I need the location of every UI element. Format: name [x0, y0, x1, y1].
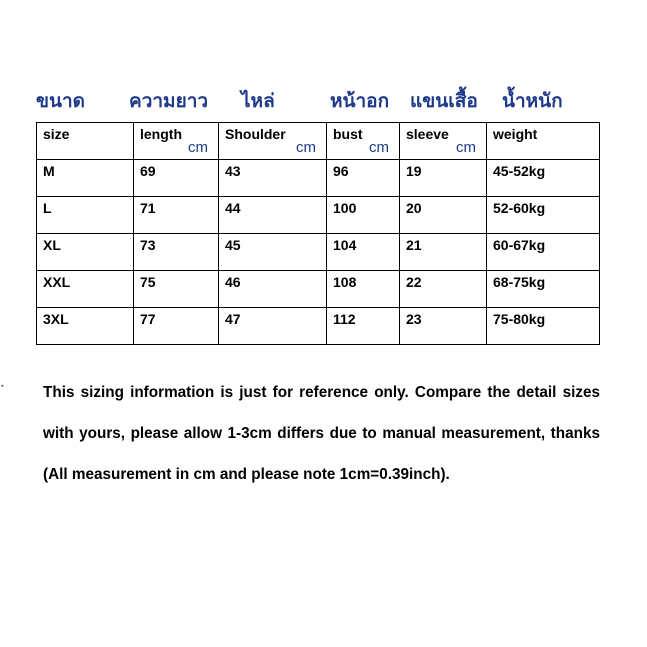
- thai-header-bust: หน้าอก: [330, 90, 390, 112]
- table-cell: 75-80kg: [487, 308, 600, 345]
- table-cell: 104: [327, 234, 400, 271]
- table-row: [37, 160, 600, 197]
- table-cell: 23: [400, 308, 487, 345]
- table-cell: 96: [327, 160, 400, 197]
- table-cell: 19: [400, 160, 487, 197]
- table-cell: 21: [400, 234, 487, 271]
- thai-header-row: [0, 86, 647, 118]
- header-bust: bust cm: [327, 123, 400, 160]
- table-cell: 20: [400, 197, 487, 234]
- table-row: [37, 308, 600, 345]
- table-cell: 69: [134, 160, 219, 197]
- header-sleeve: sleeve cm: [400, 123, 487, 160]
- thai-header-sleeve: แขนเสื้อ: [410, 90, 478, 112]
- thai-header-shoulder: ไหล่: [241, 90, 275, 112]
- table-cell: 45: [219, 234, 327, 271]
- table-cell: 43: [219, 160, 327, 197]
- unit-label: cm: [369, 139, 389, 156]
- unit-label: cm: [456, 139, 476, 156]
- table-row: [37, 271, 600, 308]
- table-cell: XXL: [37, 271, 134, 308]
- table-row: [37, 197, 600, 234]
- table-cell: 52-60kg: [487, 197, 600, 234]
- table-cell: 100: [327, 197, 400, 234]
- thai-header-weight: น้ำหนัก: [502, 90, 563, 112]
- table-cell: 71: [134, 197, 219, 234]
- table-cell: 75: [134, 271, 219, 308]
- table-cell: 47: [219, 308, 327, 345]
- table-cell: 73: [134, 234, 219, 271]
- thai-header-size: ขนาด: [36, 90, 85, 112]
- header-length: length cm: [134, 123, 219, 160]
- table-cell: 3XL: [37, 308, 134, 345]
- table-cell: 46: [219, 271, 327, 308]
- table-cell: 44: [219, 197, 327, 234]
- size-chart-table: [36, 122, 600, 345]
- table-cell: 22: [400, 271, 487, 308]
- header-shoulder: Shoulder cm: [219, 123, 327, 160]
- unit-label: cm: [296, 139, 316, 156]
- table-header-row: [37, 123, 600, 160]
- header-weight: weight: [487, 123, 600, 160]
- table-cell: XL: [37, 234, 134, 271]
- stray-dot: •: [0, 382, 5, 391]
- table-cell: 45-52kg: [487, 160, 600, 197]
- table-cell: 60-67kg: [487, 234, 600, 271]
- table-cell: M: [37, 160, 134, 197]
- thai-header-length: ความยาว: [129, 90, 209, 112]
- table-cell: 108: [327, 271, 400, 308]
- table-cell: 112: [327, 308, 400, 345]
- table-row: [37, 234, 600, 271]
- table-cell: 68-75kg: [487, 271, 600, 308]
- table-cell: 77: [134, 308, 219, 345]
- sizing-note: This sizing information is just for reference only. Compare the detail sizes with yours, please allow 1-3cm differs due to manual measurement, thanks (All measurement in cm and please note 1cm=0.39inch).: [43, 384, 600, 483]
- table-cell: L: [37, 197, 134, 234]
- header-size: size: [37, 123, 134, 160]
- unit-label: cm: [188, 139, 208, 156]
